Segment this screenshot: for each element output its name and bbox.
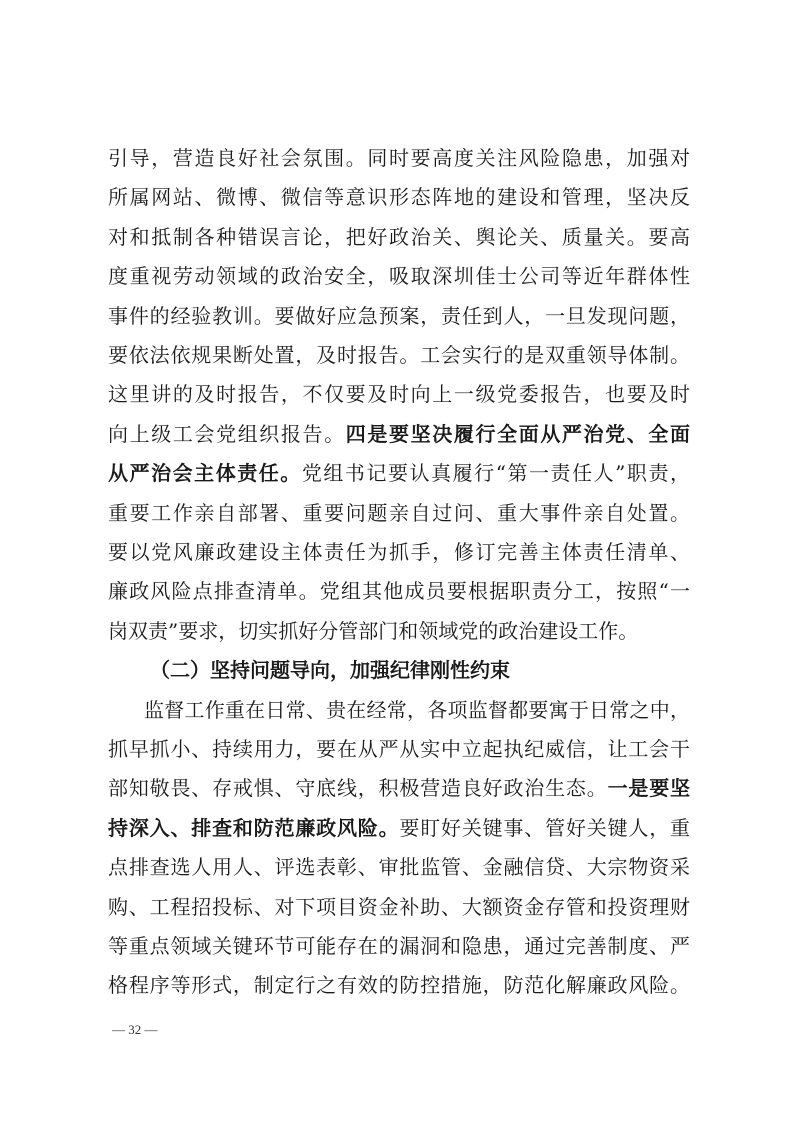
text-line — [108, 729, 690, 769]
text-segment: 度重视劳动领域的政治安全，吸取深圳佳士公司等近年群体性 — [108, 264, 690, 289]
text-segment: 对和抵制各种错误言论，把好政治关、舆论关、质量关。要高 — [108, 224, 690, 249]
text-line — [108, 335, 690, 375]
bold-text: 从严治会主体责任。 — [108, 461, 302, 486]
text-segment: （二）坚持问题导向，加强纪律刚性约束 — [150, 658, 510, 683]
text-segment: 部知敬畏、存戒惧、守底线，积极营造良好政治生态。 — [108, 776, 608, 801]
text-segment: 这里讲的及时报告，不仅要及时向上一级党委报告，也要及时 — [108, 382, 690, 407]
text-line — [108, 493, 690, 533]
text-line — [108, 690, 690, 730]
text-segment: 要以党风廉政建设主体责任为抓手，修订完善主体责任清单、 — [108, 540, 690, 564]
text-segment: 岗双责”要求，切实抓好分管部门和领域党的政治建设工作。 — [108, 618, 639, 643]
section-heading — [108, 650, 690, 690]
text-line — [108, 965, 690, 1005]
text-segment: 要盯好关键事、管好关键人，重 — [399, 815, 691, 840]
page-number: — 32 — — [112, 1022, 158, 1037]
text-segment: 购、工程招投标、对下项目资金补助、大额资金存管和投资理财 — [108, 894, 690, 919]
text-segment: 抓早抓小、持续用力，要在从严从实中立起执纪威信，让工会干 — [108, 737, 690, 761]
bold-text: 一是要坚 — [607, 776, 691, 801]
text-segment: 点排查选人用人、评选表彰、审批监管、金融信贷、大宗物资采 — [108, 855, 690, 880]
text-line — [108, 611, 690, 651]
bold-text: 四是要坚决履行全面从严治党、全面 — [345, 421, 691, 446]
text-line — [108, 768, 690, 808]
text-segment: 格程序等形式，制定行之有效的防控措施，防范化解廉政风险。 — [108, 973, 690, 998]
text-line — [108, 177, 690, 217]
text-line — [108, 374, 690, 414]
text-line — [108, 808, 690, 848]
text-line — [108, 571, 690, 611]
text-line — [108, 296, 690, 336]
text-segment: 引导，营造良好社会氛围。同时要高度关注风险隐患，加强对 — [108, 146, 690, 170]
text-line — [108, 138, 690, 178]
text-segment: 等重点领域关键环节可能存在的漏洞和隐患，通过完善制度、严 — [108, 934, 690, 958]
text-line — [108, 414, 690, 454]
text-segment: 事件的经验教训。要做好应急预案，责任到人，一旦发现问题， — [108, 303, 690, 328]
text-segment: 重要工作亲自部署、重要问题亲自过问、重大事件亲自处置。 — [108, 500, 690, 525]
bold-text: 持深入、排查和防范廉政风险。 — [108, 815, 400, 840]
text-segment: 向上级工会党组织报告。 — [108, 421, 346, 446]
text-line — [108, 847, 690, 887]
text-line — [108, 453, 690, 493]
text-line — [108, 926, 690, 966]
text-segment: 所属网站、微博、微信等意识形态阵地的建设和管理，坚决反 — [108, 185, 690, 210]
text-segment: 要依法依规果断处置，及时报告。工会实行的是双重领导体制。 — [108, 343, 690, 367]
text-line — [108, 217, 690, 257]
text-segment: 党组书记要认真履行“第一责任人”职责， — [301, 461, 691, 486]
text-line — [108, 532, 690, 572]
text-line — [108, 256, 690, 296]
text-segment: 监督工作重在日常、贵在经常，各项监督都要寓于日常之中， — [144, 697, 690, 722]
text-line — [108, 887, 690, 927]
text-segment: 廉政风险点排查清单。党组其他成员要根据职责分工，按照“一 — [108, 579, 690, 604]
